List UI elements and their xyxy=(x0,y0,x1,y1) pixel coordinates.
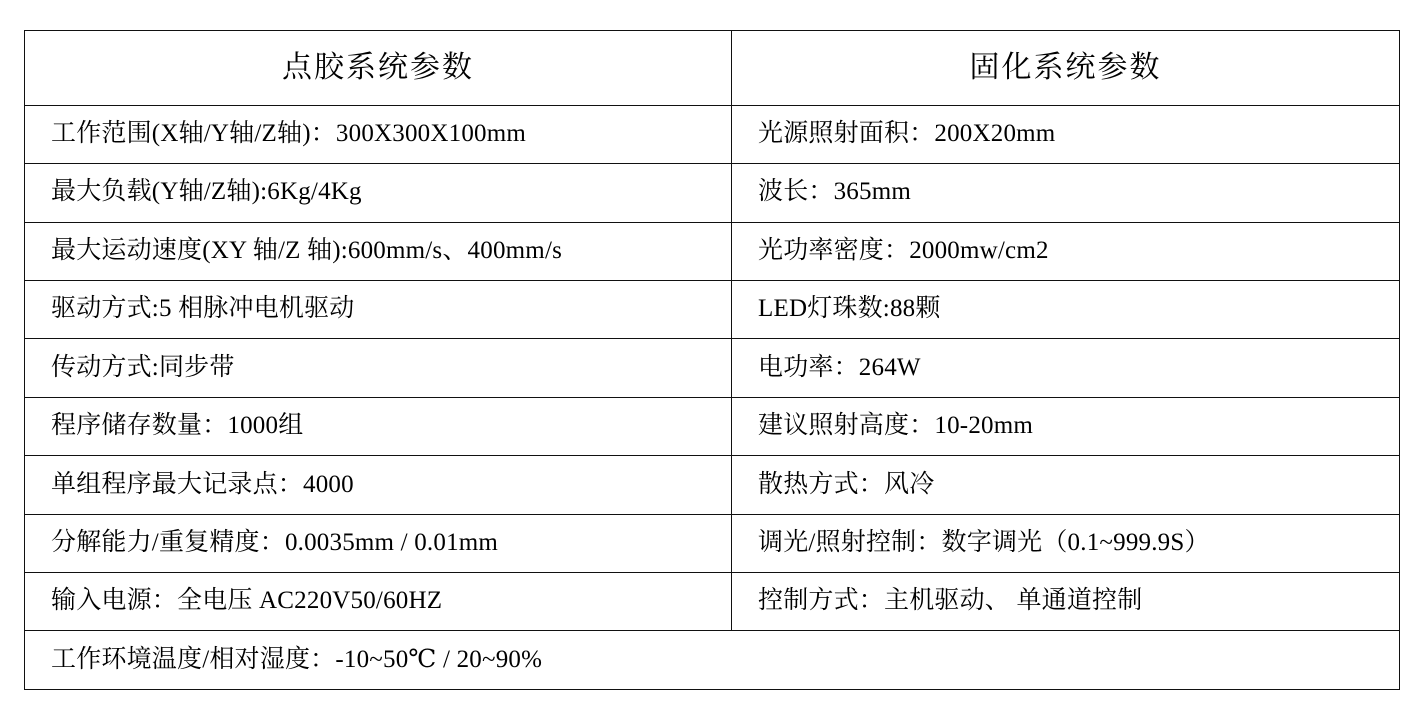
cell-dispensing-param: 最大负载(Y轴/Z轴):6Kg/4Kg xyxy=(25,164,732,222)
cell-environment-param: 工作环境温度/相对湿度：-10~50℃ / 20~90% xyxy=(25,631,1400,690)
table-row xyxy=(25,222,1400,280)
cell-curing-param: LED灯珠数:88颗 xyxy=(732,280,1400,338)
table-footer-row xyxy=(25,631,1400,690)
cell-dispensing-param: 输入电源：全电压 AC220V50/60HZ xyxy=(25,573,732,631)
cell-curing-param: 波长：365mm xyxy=(732,164,1400,222)
header-cell-dispensing: 点胶系统参数 xyxy=(25,31,732,106)
cell-curing-param: 光功率密度：2000mw/cm2 xyxy=(732,222,1400,280)
cell-curing-param: 电功率：264W xyxy=(732,339,1400,397)
cell-dispensing-param: 驱动方式:5 相脉冲电机驱动 xyxy=(25,280,732,338)
table-row xyxy=(25,339,1400,397)
cell-dispensing-param: 最大运动速度(XY 轴/Z 轴):600mm/s、400mm/s xyxy=(25,222,732,280)
cell-dispensing-param: 工作范围(X轴/Y轴/Z轴)：300X300X100mm xyxy=(25,105,732,163)
table-row xyxy=(25,573,1400,631)
cell-curing-param: 散热方式：风冷 xyxy=(732,456,1400,514)
table-row xyxy=(25,105,1400,163)
cell-curing-param: 调光/照射控制：数字调光（0.1~999.9S） xyxy=(732,514,1400,572)
cell-dispensing-param: 分解能力/重复精度：0.0035mm / 0.01mm xyxy=(25,514,732,572)
cell-curing-param: 光源照射面积：200X20mm xyxy=(732,105,1400,163)
table-row xyxy=(25,514,1400,572)
spec-table-container xyxy=(24,30,1397,690)
table-row xyxy=(25,164,1400,222)
specification-table xyxy=(24,30,1400,690)
cell-dispensing-param: 单组程序最大记录点：4000 xyxy=(25,456,732,514)
table-body xyxy=(25,31,1400,690)
header-cell-curing: 固化系统参数 xyxy=(732,31,1400,106)
cell-curing-param: 建议照射高度：10-20mm xyxy=(732,397,1400,455)
table-row xyxy=(25,456,1400,514)
table-header-row xyxy=(25,31,1400,106)
cell-dispensing-param: 传动方式:同步带 xyxy=(25,339,732,397)
table-row xyxy=(25,397,1400,455)
table-row xyxy=(25,280,1400,338)
cell-curing-param: 控制方式：主机驱动、 单通道控制 xyxy=(732,573,1400,631)
cell-dispensing-param: 程序储存数量：1000组 xyxy=(25,397,732,455)
